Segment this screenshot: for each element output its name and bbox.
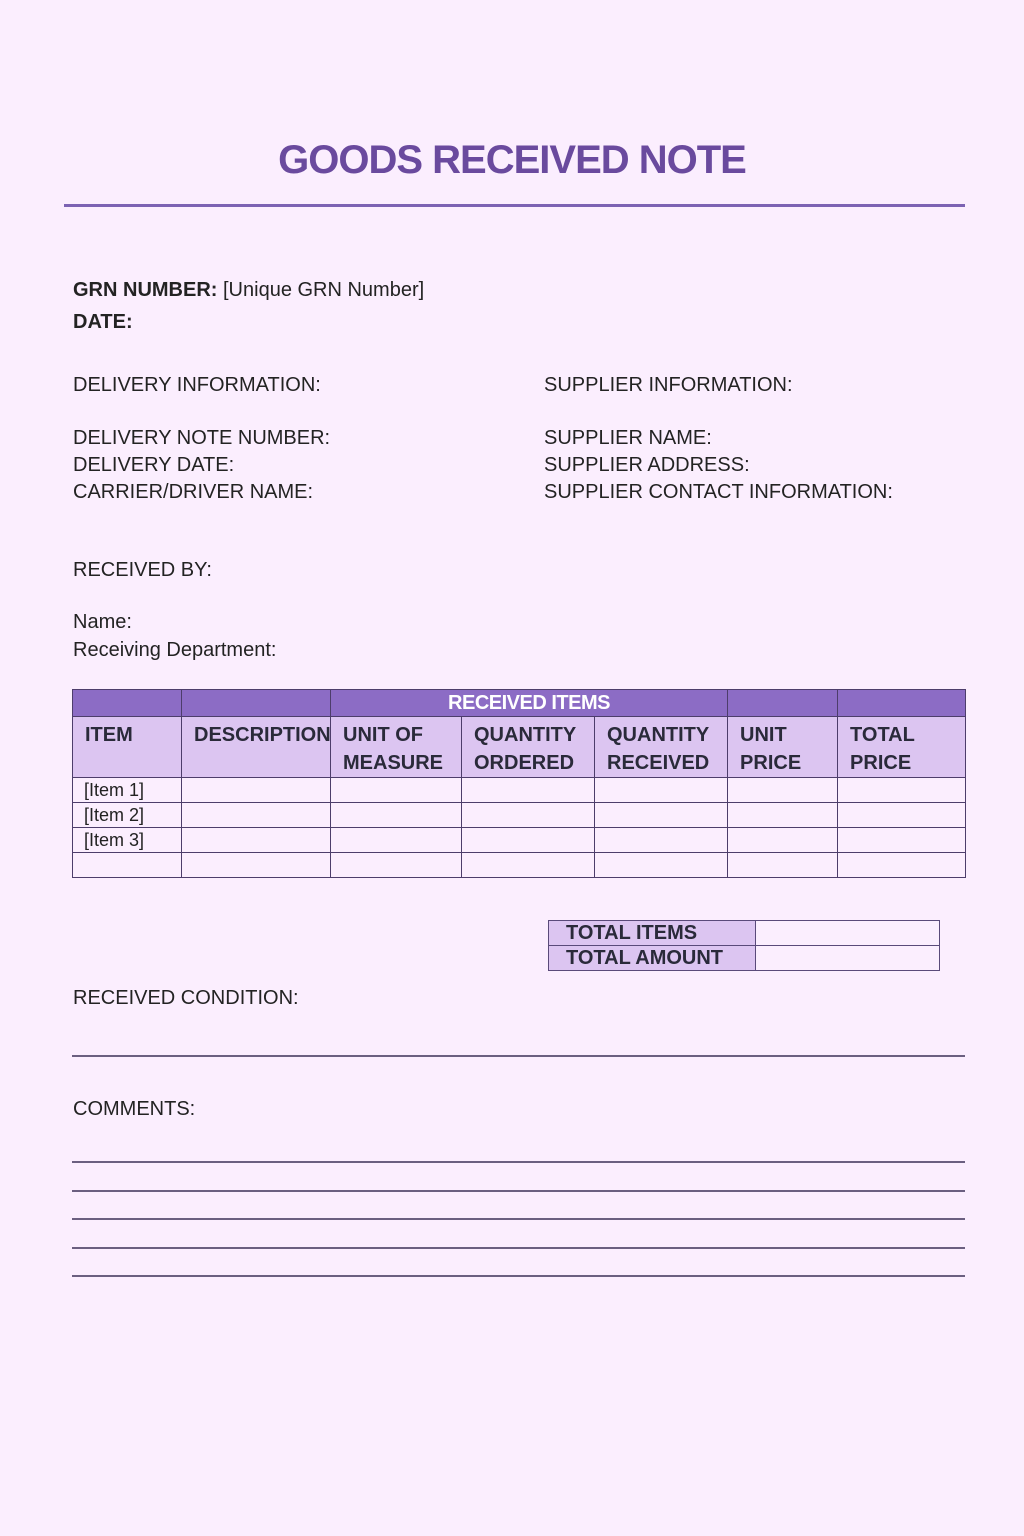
receiving-department-label: Receiving Department: [73,639,277,661]
received-condition-line[interactable] [72,1055,965,1057]
supplier-address-label: SUPPLIER ADDRESS: [544,454,750,476]
cell-quantity-ordered[interactable] [462,853,595,878]
cell-description[interactable] [182,803,331,828]
grn-number-label: GRN NUMBER: [73,279,218,301]
received-items-title: RECEIVED ITEMS [331,690,728,717]
band-cell [838,690,966,717]
table-row [73,803,966,828]
header-item: ITEM [73,717,182,778]
cell-quantity-received[interactable] [595,828,728,853]
cell-unit-price[interactable] [728,778,838,803]
cell-total-price[interactable] [838,778,966,803]
supplier-info-heading: SUPPLIER INFORMATION: [544,374,793,396]
cell-item[interactable] [73,853,182,878]
cell-quantity-received[interactable] [595,778,728,803]
band-cell [728,690,838,717]
header-quantity-received: QUANTITY RECEIVED [595,717,728,778]
table-band-row [73,690,966,717]
header-unit-of-measure: UNIT OF MEASURE [331,717,462,778]
cell-quantity-received[interactable] [595,803,728,828]
cell-total-price[interactable] [838,803,966,828]
cell-item[interactable]: [Item 3] [73,828,182,853]
title-divider [64,204,965,207]
received-condition-label: RECEIVED CONDITION: [73,987,299,1009]
cell-total-price[interactable] [838,828,966,853]
date-label: DATE: [73,311,133,333]
table-header-row [73,717,966,778]
received-by-name-label: Name: [73,611,132,633]
received-by-heading: RECEIVED BY: [73,559,212,581]
comments-line[interactable] [72,1275,965,1277]
cell-total-price[interactable] [838,853,966,878]
grn-number-value[interactable]: [Unique GRN Number] [223,279,425,301]
total-amount-label: TOTAL AMOUNT [549,946,756,971]
delivery-date-label: DELIVERY DATE: [73,454,235,476]
header-quantity-ordered: QUANTITY ORDERED [462,717,595,778]
cell-unit-price[interactable] [728,803,838,828]
delivery-note-number-label: DELIVERY NOTE NUMBER: [73,427,331,449]
grn-number-row [73,279,424,302]
cell-quantity-received[interactable] [595,853,728,878]
band-cell [73,690,182,717]
totals-table [548,920,940,971]
comments-line[interactable] [72,1247,965,1249]
table-row [73,828,966,853]
cell-item[interactable]: [Item 2] [73,803,182,828]
header-description: DESCRIPTION [182,717,331,778]
total-items-label: TOTAL ITEMS [549,921,756,946]
carrier-driver-label: CARRIER/DRIVER NAME: [73,481,314,503]
total-items-row [549,921,940,946]
received-items-table [72,689,966,878]
comments-line[interactable] [72,1161,965,1163]
cell-unit-of-measure[interactable] [331,828,462,853]
cell-unit-price[interactable] [728,853,838,878]
table-row [73,853,966,878]
supplier-contact-label: SUPPLIER CONTACT INFORMATION: [544,481,893,503]
total-items-value[interactable] [756,921,940,946]
cell-quantity-ordered[interactable] [462,803,595,828]
cell-unit-price[interactable] [728,828,838,853]
cell-unit-of-measure[interactable] [331,853,462,878]
page-title: GOODS RECEIVED NOTE [278,138,746,182]
cell-quantity-ordered[interactable] [462,828,595,853]
header-total-price: TOTAL PRICE [838,717,966,778]
cell-quantity-ordered[interactable] [462,778,595,803]
cell-description[interactable] [182,828,331,853]
comments-label: COMMENTS: [73,1098,196,1120]
cell-unit-of-measure[interactable] [331,778,462,803]
comments-line[interactable] [72,1190,965,1192]
table-row [73,778,966,803]
cell-description[interactable] [182,853,331,878]
supplier-name-label: SUPPLIER NAME: [544,427,712,449]
header-unit-price: UNIT PRICE [728,717,838,778]
cell-unit-of-measure[interactable] [331,803,462,828]
comments-line[interactable] [72,1218,965,1220]
cell-description[interactable] [182,778,331,803]
total-amount-row [549,946,940,971]
delivery-info-heading: DELIVERY INFORMATION: [73,374,321,396]
total-amount-value[interactable] [756,946,940,971]
cell-item[interactable]: [Item 1] [73,778,182,803]
band-cell [182,690,331,717]
